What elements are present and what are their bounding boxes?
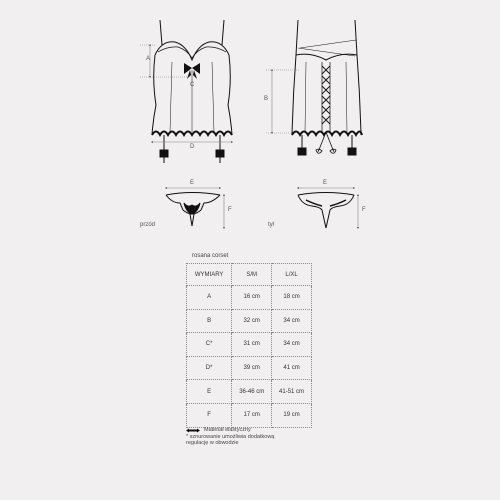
label-c: C — [190, 82, 195, 88]
label-d: D — [190, 144, 195, 150]
header-dimensions: WYMIARY — [187, 264, 232, 286]
lacing-note-line-2: regulację w obwodzie — [186, 440, 239, 446]
table-header-row — [187, 264, 312, 286]
header-size-lxl: L/XL — [272, 264, 312, 286]
back-view-label: tył — [268, 222, 274, 228]
row-value-lxl: 19 cm — [272, 403, 312, 427]
elastic-note: Materiał elastyczny — [204, 427, 251, 433]
corset-front-drawing — [152, 20, 232, 163]
front-view-label: przód — [140, 222, 156, 228]
row-value-sm: 32 cm — [232, 309, 272, 333]
table-row — [187, 403, 312, 427]
thong-back-drawing — [298, 193, 354, 229]
table-row — [187, 286, 312, 310]
header-size-sm: S/M — [232, 264, 272, 286]
product-title: rosana corset — [192, 253, 229, 259]
table-row — [187, 309, 312, 333]
table-row — [187, 333, 312, 357]
thong-front-drawing — [166, 193, 220, 227]
row-dimension: B — [187, 309, 232, 333]
row-value-lxl: 34 cm — [272, 309, 312, 333]
row-value-lxl: 34 cm — [272, 333, 312, 357]
table-row — [187, 356, 312, 380]
elastic-material-icon — [186, 428, 200, 433]
label-f-back: F — [362, 207, 366, 213]
label-e-front: E — [190, 180, 195, 186]
row-dimension: C* — [187, 333, 232, 357]
row-dimension: A — [187, 286, 232, 310]
lacing-note-line-1: * sznurowanie umożliwia dodatkową — [186, 433, 275, 440]
label-f-front: F — [228, 207, 232, 213]
label-e-back: E — [323, 180, 328, 186]
row-value-sm: 17 cm — [232, 403, 272, 427]
label-a: A — [146, 56, 151, 62]
row-value-sm: 16 cm — [232, 286, 272, 310]
table-row — [187, 380, 312, 404]
row-dimension: F — [187, 403, 232, 427]
row-value-sm: 31 cm — [232, 333, 272, 357]
corset-back-drawing — [292, 20, 362, 155]
row-value-lxl: 41 cm — [272, 356, 312, 380]
notes — [186, 427, 274, 447]
size-table — [186, 263, 312, 428]
row-dimension: D* — [187, 356, 232, 380]
row-dimension: E — [187, 380, 232, 404]
label-b: B — [264, 96, 269, 102]
row-value-sm: 39 cm — [232, 356, 272, 380]
row-value-sm: 36-46 cm — [232, 380, 272, 404]
row-value-lxl: 18 cm — [272, 286, 312, 310]
row-value-lxl: 41-51 cm — [272, 380, 312, 404]
